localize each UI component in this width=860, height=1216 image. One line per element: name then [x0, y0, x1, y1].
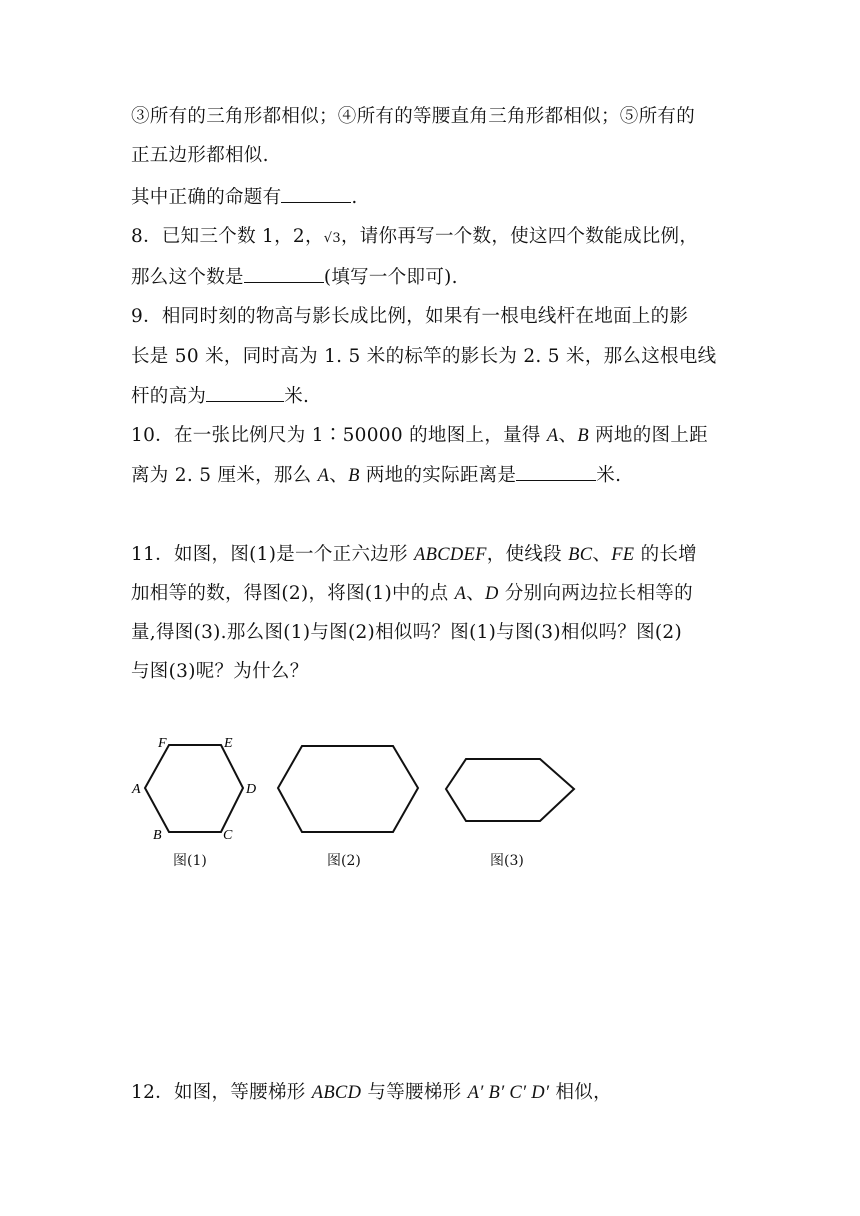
text: 、 [558, 425, 578, 446]
text-line: ③所有的三角形都相似；④所有的等腰直角三角形都相似；⑤所有的 [131, 106, 696, 127]
text: 相似， [549, 1082, 612, 1103]
text: 那么这个数是 [131, 267, 244, 288]
answer-blank [516, 464, 596, 481]
text-line [131, 186, 358, 209]
figure-caption-2: 图(2) [327, 853, 361, 869]
vertex-label-a: A [132, 782, 141, 797]
text: 、 [592, 544, 612, 565]
text: 米. [284, 386, 310, 407]
question-9-line: 9．相同时刻的物高与影长成比例，如果有一根电线杆在地面上的影 [131, 306, 689, 327]
point-a: A [317, 466, 330, 486]
trapezoid-prime: A′ B′ C′ D′ [467, 1083, 550, 1103]
answer-blank [244, 266, 324, 283]
hexagon-name: ABCDEF [414, 545, 487, 565]
point-a: A [454, 584, 467, 604]
vertex-label-e: E [224, 736, 233, 751]
question-10-line [131, 464, 621, 487]
text: 8．已知三个数 1，2， [131, 226, 324, 247]
figure-caption-1: 图(1) [173, 853, 207, 869]
text: 两地的图上距 [588, 425, 708, 446]
text: 其中正确的命题有 [131, 187, 282, 208]
question-11-line: 量,得图(3).那么图(1)与图(2)相似吗？图(1)与图(3)相似吗？图(2) [131, 622, 682, 643]
segment-fe: FE [611, 545, 635, 565]
vertex-label-b: B [153, 828, 162, 843]
text: 分别向两边拉长相等的 [498, 583, 693, 604]
question-10-line [131, 425, 708, 447]
vertex-label-f: F [158, 736, 167, 751]
text: 、 [329, 465, 349, 486]
text: ，使线段 [486, 544, 569, 565]
point-b: B [348, 466, 360, 486]
point-b: B [577, 426, 589, 446]
question-9-line [131, 385, 309, 408]
text: 11．如图，图(1)是一个正六边形 [131, 544, 415, 565]
text: (填写一个即可). [323, 267, 458, 288]
answer-blank [206, 385, 284, 402]
text: 两地的实际距离是 [359, 465, 517, 486]
figure-caption-3: 图(3) [490, 853, 524, 869]
text: 的长增 [634, 544, 697, 565]
text: 米. [596, 465, 622, 486]
text: 10．在一张比例尺为 1∶50000 的地图上，量得 [131, 425, 547, 446]
text: 、 [466, 583, 486, 604]
stretched-hexagon [446, 759, 574, 821]
question-11-line [131, 544, 697, 566]
text-line: 正五边形都相似. [131, 145, 269, 166]
text: 与等腰梯形 [361, 1082, 468, 1103]
text: 加相等的数，得图(2)，将图(1)中的点 [131, 583, 455, 604]
question-11-line: 与图(3)呢？为什么？ [131, 661, 309, 682]
text: 12．如图，等腰梯形 [131, 1082, 312, 1103]
regular-hexagon [145, 745, 243, 832]
vertex-label-d: D [246, 782, 257, 797]
question-11-line [131, 583, 693, 605]
text: . [351, 187, 358, 208]
answer-blank [281, 186, 351, 203]
trapezoid-abcd: ABCD [311, 1083, 362, 1103]
sqrt-three: √3 [323, 231, 341, 246]
question-9-line: 长是 50 米，同时高为 1. 5 米的标竿的影长为 2. 5 米，那么这根电线 [131, 346, 717, 367]
point-d: D [485, 584, 499, 604]
segment-bc: BC [568, 545, 593, 565]
text: ，请你再写一个数，使这四个数能成比例， [340, 226, 699, 247]
vertex-label-c: C [223, 828, 233, 843]
question-12-line [131, 1082, 612, 1104]
widened-hexagon [278, 746, 418, 832]
point-a: A [546, 426, 559, 446]
text: 杆的高为 [131, 386, 207, 407]
question-8-line [131, 266, 458, 289]
question-8-line [131, 226, 698, 250]
text: 离为 2. 5 厘米，那么 [131, 465, 318, 486]
